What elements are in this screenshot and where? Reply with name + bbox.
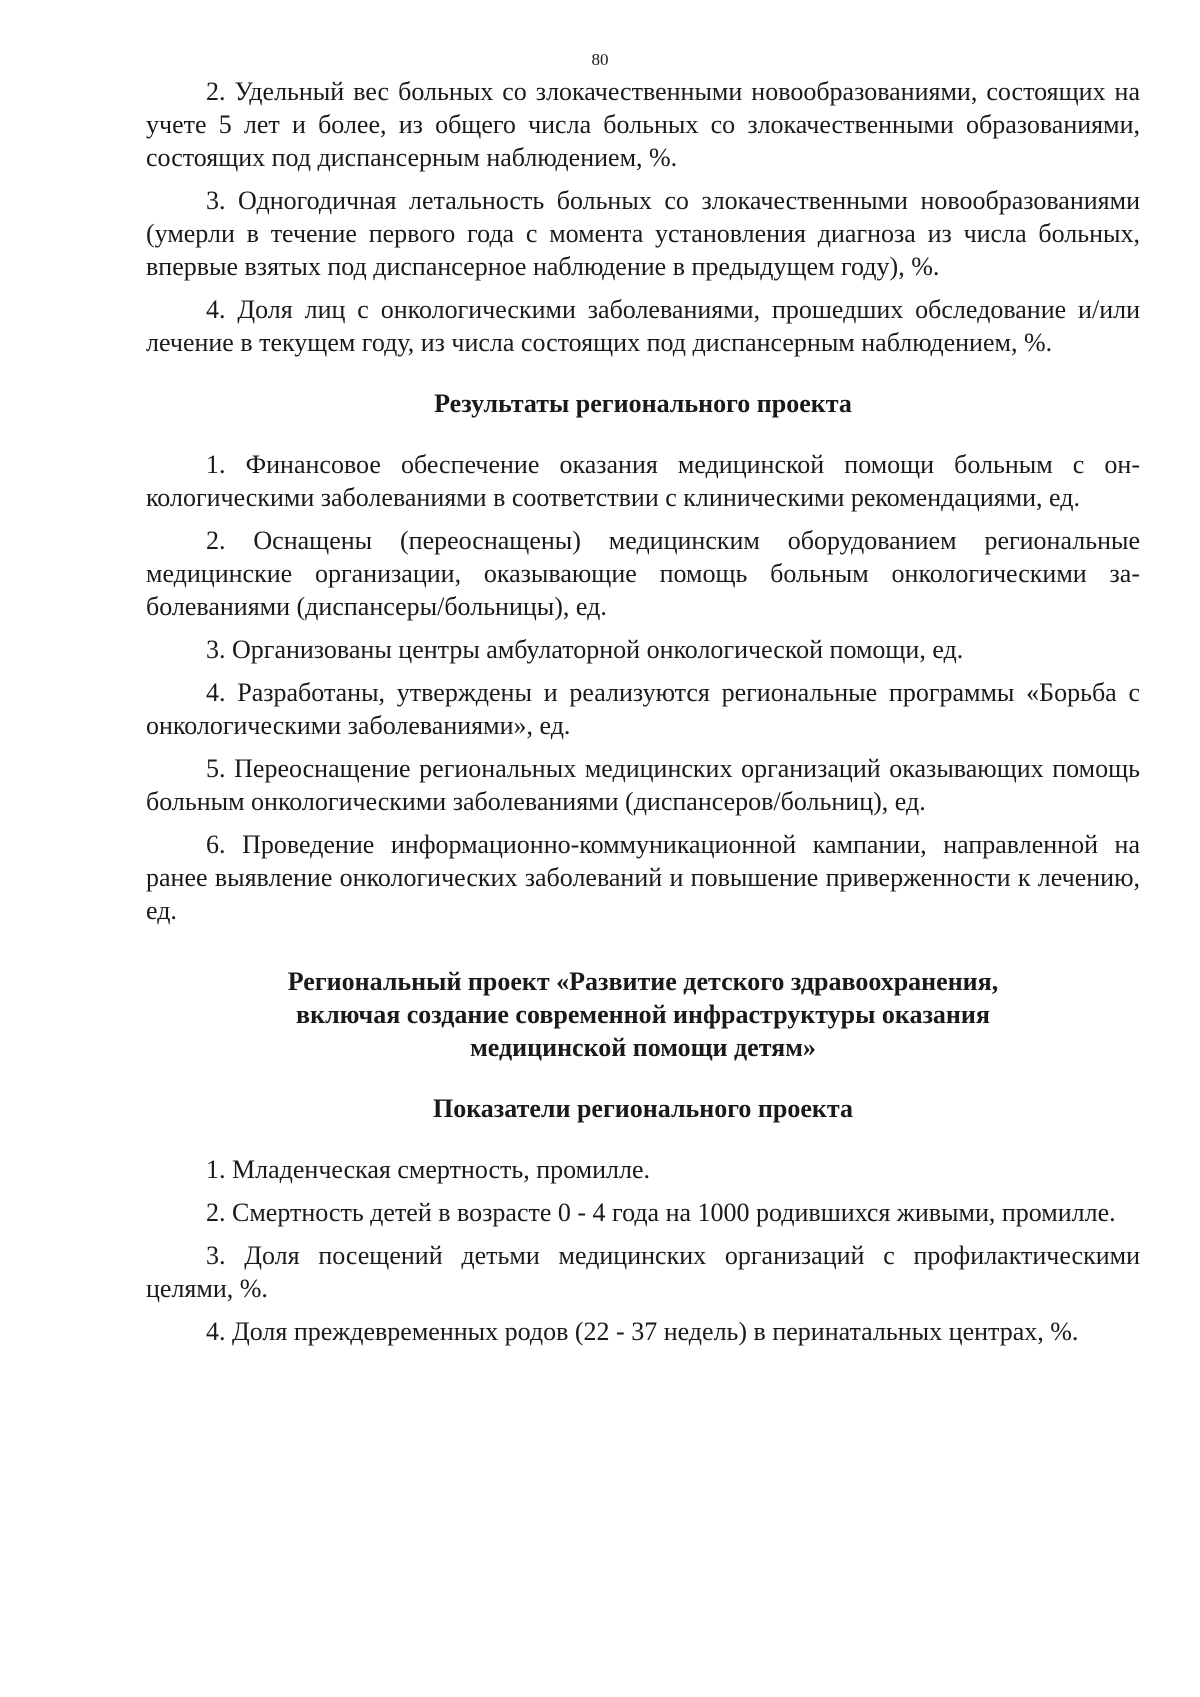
indicators-heading: Показатели регионального проекта	[433, 1094, 853, 1123]
list-item: 3. Организованы центры амбулаторной онкологической помощи, ед.	[206, 635, 964, 664]
list-item: 5. Переоснащение региональных медицинских организаций оказывающих помощь больным онкологическими заболеваниями (диспансеров/больниц), ед.	[146, 754, 1140, 816]
list-item: 6. Проведение информационно-коммуникационной кампании, направленной на ранее выявление онкологических заболеваний и повышение приверженности к лечению, ед.	[146, 830, 1140, 925]
results-heading: Результаты регионального проекта	[434, 389, 852, 418]
list-item: 4. Доля лиц с онкологическими заболеваниями, прошедших обследование и/или лечение в текущем году, из числа состоящих под диспансерным наблюдением, %.	[146, 295, 1140, 357]
list-item: 2. Удельный вес больных со злокачественными новообразованиями, состоящих на учете 5 лет и более, из общего числа больных со злокачественными образованиями, состоящих под диспансерным наблюдением, %.	[146, 77, 1140, 172]
project-title	[146, 965, 1140, 1064]
project-title-line: медицинской помощи детям»	[470, 1033, 816, 1062]
project-title-line: Региональный проект «Развитие детского здравоохранения,	[287, 967, 999, 996]
list-item: 4. Доля преждевременных родов (22 - 37 недель) в перинатальных центрах, %.	[206, 1317, 1079, 1346]
list-item: 4. Разработаны, утверждены и реализуются региональные программы «Борьба с онкологическими заболеваниями», ед.	[146, 678, 1140, 740]
list-item: 1. Младенческая смертность, промилле.	[206, 1155, 651, 1184]
page-number: 80	[591, 50, 609, 69]
list-item: 2. Смертность детей в возрасте 0 - 4 года на 1000 родившихся живыми, промилле.	[206, 1198, 1116, 1227]
list-item: 1. Финансовое обеспечение оказания медицинской помощи больным с онкологическими заболеваниями в соответствии с клиническими рекомендациями, ед.	[146, 450, 1140, 512]
page-content	[146, 75, 1140, 1358]
list-item: 3. Одногодичная летальность больных со злокачественными новообразованиями (умерли в течение первого года с момента установления диагноза из числа больных, впервые взятых под диспансерное наблюдение в предыдущем году), %.	[146, 186, 1140, 281]
project-title-line: включая создание современной инфраструктуры оказания	[296, 1000, 990, 1029]
list-item: 3. Доля посещений детьми медицинских организаций с профилактическими целями, %.	[146, 1241, 1140, 1303]
list-item: 2. Оснащены (переоснащены) медицинским оборудованием региональные медицинские организации, оказывающие помощь больным онкологическими заболеваниями (диспансеры/больницы), ед.	[146, 526, 1140, 621]
